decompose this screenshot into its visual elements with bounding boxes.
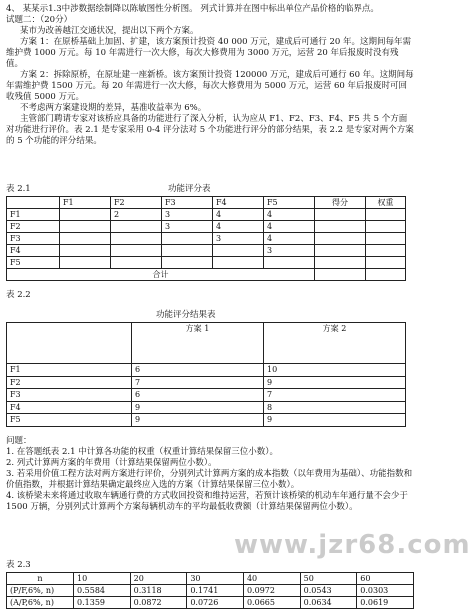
table-cell: 0.5584 (74, 585, 131, 597)
table-cell (366, 245, 406, 257)
table-cell: (P/F,6%, n) (7, 585, 74, 597)
table-cell (264, 257, 315, 269)
table-cell (366, 233, 406, 245)
table-cell: 0.0872 (130, 597, 187, 609)
table-cell (366, 209, 406, 221)
discount-rate-paragraph: 不考虑两方案建设期的差异，基准收益率为 6%。 (20, 103, 207, 113)
table-header-cell: F1 (60, 197, 111, 209)
table-header-cell: 40 (243, 573, 300, 585)
table-cell: 10 (264, 364, 406, 377)
table-cell (60, 245, 111, 257)
table-cell: F3 (7, 389, 132, 402)
table-cell: F4 (7, 245, 60, 257)
table2-caption: 表 2.2 (6, 290, 31, 300)
table-cell (60, 209, 111, 221)
factor-table (6, 572, 414, 609)
table-cell: F5 (7, 414, 132, 427)
table-total-label: 合计 (7, 269, 315, 281)
function-score-table (6, 196, 406, 281)
intro-line-1: 4、 某某示1.3中涉数据绘制降以陈敏图性分析图。 列式计算并在图中标出单位产品价格的临界点。 (6, 4, 379, 14)
table-cell (315, 269, 366, 281)
table-cell: 0.0619 (357, 597, 414, 609)
table-cell: 4 (264, 221, 315, 233)
table-cell: 6 (132, 389, 264, 402)
table1-caption: 表 2.1 (6, 184, 31, 194)
table-row (7, 376, 406, 389)
table-cell (111, 221, 162, 233)
table-header-cell (7, 323, 132, 364)
table-cell: 4 (264, 233, 315, 245)
table-header-cell: F5 (264, 197, 315, 209)
intro-text (6, 4, 414, 147)
table-header-cell: 60 (357, 573, 414, 585)
table-row (7, 245, 406, 257)
table-header-cell: 20 (130, 573, 187, 585)
table-cell (315, 221, 366, 233)
table-cell: 6 (132, 364, 264, 377)
table-cell: F4 (7, 401, 132, 414)
table-header-cell: 30 (187, 573, 244, 585)
table-cell: 0.0634 (300, 597, 357, 609)
questions-text (6, 436, 414, 513)
plan-1-paragraph: 方案 1：在原桥基础上加固、扩建，该方案预计投资 40 000 万元，建成后可通行 20 年。这期间每年需维护费 1000 万元。每 10 年需进行一次大修，每次大修费用为 3000 万元，运营 20 年后报废时没有残值。 (6, 37, 411, 69)
table-cell (366, 269, 406, 281)
table2-title: 功能评分结果表 (156, 310, 216, 320)
question-heading: 试题二：（20分） (6, 15, 73, 25)
table-cell: 0.1359 (74, 597, 131, 609)
table-header-cell: 方案 2 (264, 323, 406, 364)
table-cell: 0.0303 (357, 585, 414, 597)
table-cell: 0.0665 (243, 597, 300, 609)
table-cell: F3 (7, 233, 60, 245)
table-row (7, 389, 406, 402)
table-cell: 7 (132, 376, 264, 389)
table-header-cell: 权重 (366, 197, 406, 209)
table-total-row (7, 269, 406, 281)
table-cell (315, 233, 366, 245)
table-header-cell: 50 (300, 573, 357, 585)
table-header-cell: 10 (74, 573, 131, 585)
table-cell: F1 (7, 209, 60, 221)
table-cell (315, 257, 366, 269)
table-row (7, 257, 406, 269)
table-header-cell: F2 (111, 197, 162, 209)
table-cell: F2 (7, 221, 60, 233)
table-cell: F5 (7, 257, 60, 269)
table-row (7, 414, 406, 427)
table-cell (213, 245, 264, 257)
table-row (7, 585, 414, 597)
table-cell: 9 (264, 414, 406, 427)
table-cell (60, 221, 111, 233)
question-2: 2. 列式计算两方案的年费用（计算结果保留两位小数）。 (6, 458, 217, 468)
table-cell: 9 (132, 401, 264, 414)
table-header-cell: n (7, 573, 74, 585)
table-cell: 0.3118 (130, 585, 187, 597)
question-1: 1. 在答题纸表 2.1 中计算各功能的权重（权重计算结果保留三位小数）。 (6, 447, 278, 457)
table-cell: 9 (264, 376, 406, 389)
table-cell: 0.1741 (187, 585, 244, 597)
table-cell: 4 (213, 221, 264, 233)
table-cell (213, 257, 264, 269)
table-header-row (7, 197, 406, 209)
table-header-row (7, 573, 414, 585)
table-cell: 3 (213, 233, 264, 245)
table-cell: 9 (132, 414, 264, 427)
table-row (7, 209, 406, 221)
table-header-cell: F3 (162, 197, 213, 209)
function-result-table (6, 322, 406, 427)
table-cell: 2 (111, 209, 162, 221)
table-header-cell (7, 197, 60, 209)
table-cell: 0.0726 (187, 597, 244, 609)
table-cell (315, 245, 366, 257)
table-cell (315, 209, 366, 221)
table-cell (111, 233, 162, 245)
table-cell: F1 (7, 364, 132, 377)
questions-heading: 问题： (6, 436, 32, 446)
table-cell (60, 257, 111, 269)
table-cell: 4 (213, 209, 264, 221)
table-cell (366, 257, 406, 269)
table-cell: 0.0972 (243, 585, 300, 597)
expert-paragraph: 主管部门聘请专家对该桥应具备的功能进行了深入分析，认为应从 F1、F2、F3、F4、F5 共 5 个方面对功能进行评价。表 2.1 是专家采用 0-4 评分法对 5 个功能进行评分的部分结果，表 2.2 是专家对两个方案的 5 个功能的评分结果。 (6, 114, 414, 146)
table3-caption: 表 2.3 (6, 560, 31, 570)
table-cell (162, 233, 213, 245)
table-cell: 3 (264, 245, 315, 257)
table-header-cell: F4 (213, 197, 264, 209)
plan-2-paragraph: 方案 2：拆除原桥，在原址建一座新桥。该方案预计投资 120000 万元，建成后可通行 60 年。这期间每年需维护费 1500 万元。每 20 年需进行一次大修，每次大修费用为 5000 万元，运营 60 年后报废时可回收残值 5000 万元。 (6, 70, 414, 102)
table-cell: 0.0543 (300, 585, 357, 597)
table-row (7, 597, 414, 609)
question-3: 3. 若采用价值工程方法对两方案进行评价，分别列式计算两方案的成本指数（以年费用为基础）、功能指数和价值指数，并根据计算结果确定最终应入选的方案（计算结果保留三位小数）。 (6, 469, 413, 490)
table-cell (111, 245, 162, 257)
table-cell (162, 245, 213, 257)
table-cell: 3 (162, 209, 213, 221)
table-row (7, 233, 406, 245)
table-cell (111, 257, 162, 269)
table-cell (162, 257, 213, 269)
table-row (7, 401, 406, 414)
table-header-cell: 得分 (315, 197, 366, 209)
table-cell (60, 233, 111, 245)
table-cell: 4 (264, 209, 315, 221)
table-cell: (A/P,6%, n) (7, 597, 74, 609)
table-cell: 3 (162, 221, 213, 233)
table-cell: 7 (264, 389, 406, 402)
table-header-cell: 方案 1 (132, 323, 264, 364)
intro-paragraph: 某市为改善越江交通状况，提出以下两个方案。 (20, 26, 199, 36)
table-row (7, 364, 406, 377)
table1-title: 功能评分表 (168, 184, 211, 194)
table-header-row (7, 323, 406, 364)
table-row (7, 221, 406, 233)
question-4: 4. 该桥梁未来将通过收取车辆通行费的方式收回投资和维持运营，若预计该桥梁的机动车年通行量不会少于 1500 万辆，分别列式计算两个方案每辆机动车的平均最低收费额（计算结果保留两位小数）。 (6, 491, 408, 512)
watermark: www.jzr68.com (234, 530, 471, 560)
table-cell (366, 221, 406, 233)
table-cell: 8 (264, 401, 406, 414)
table-cell: F2 (7, 376, 132, 389)
